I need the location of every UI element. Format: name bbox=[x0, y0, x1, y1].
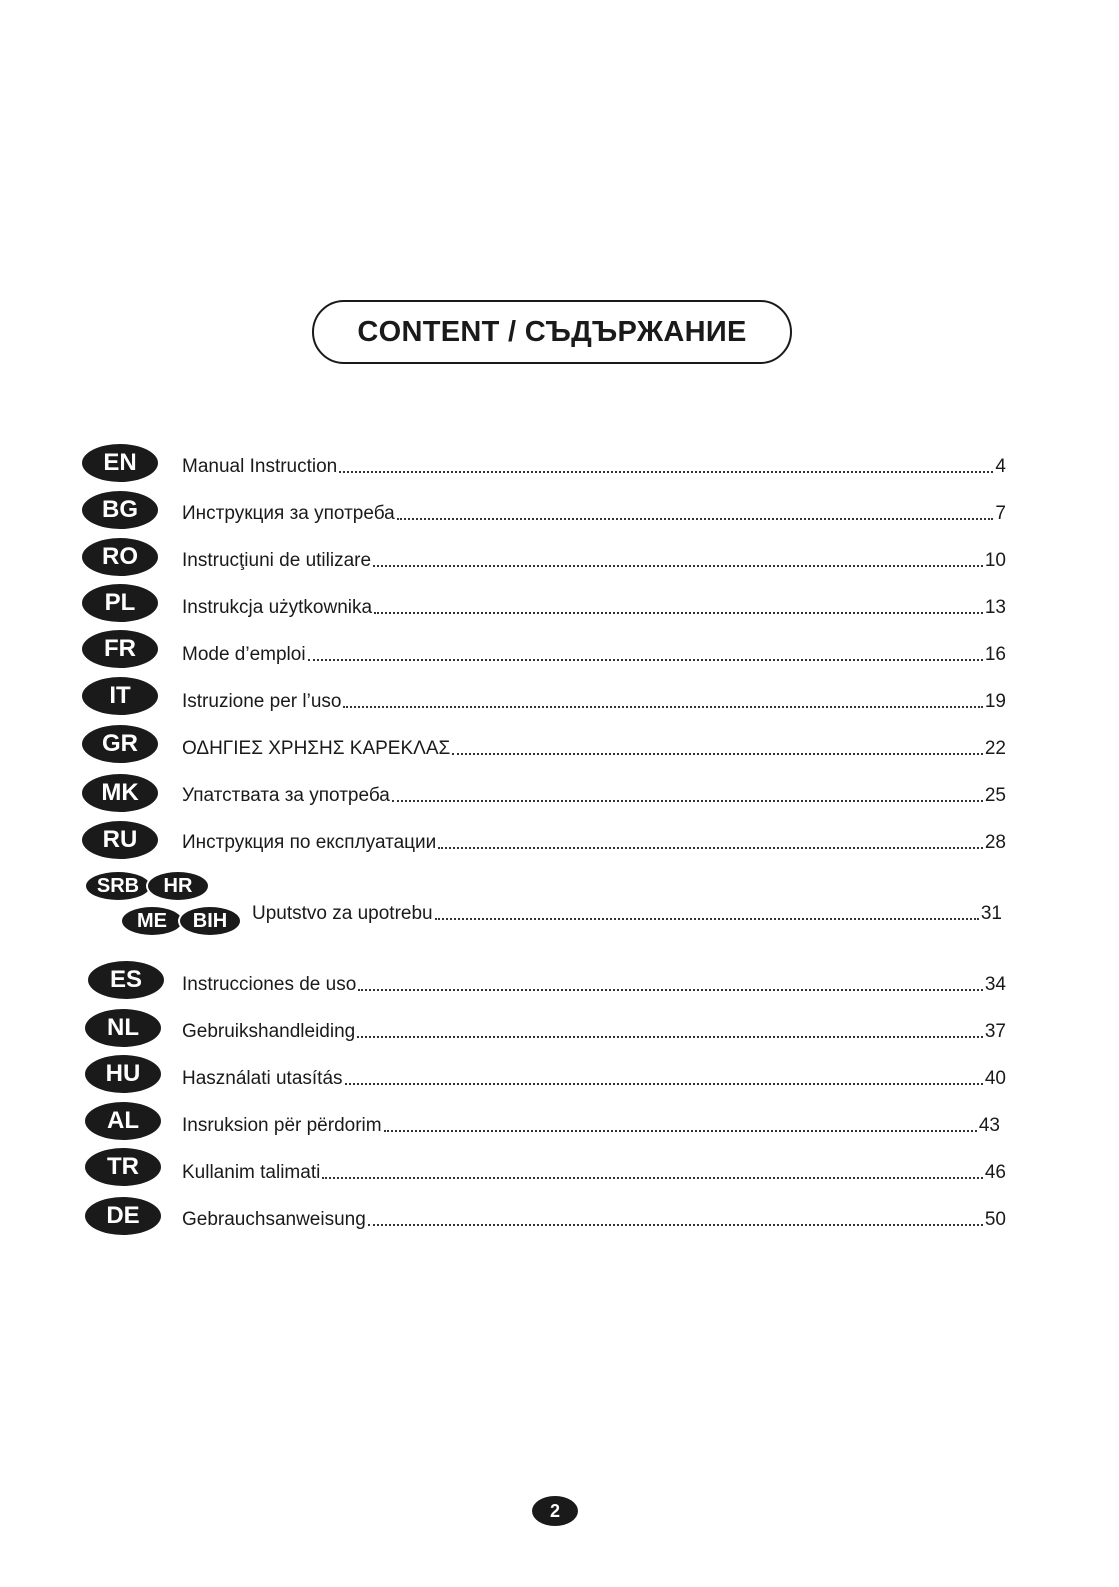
lang-badge-ro: RO bbox=[82, 538, 158, 576]
toc-row-it[interactable] bbox=[182, 687, 1006, 713]
toc-title: Упатствата за употреба bbox=[182, 785, 390, 806]
lang-badge-ru: RU bbox=[82, 821, 158, 859]
lang-badge-bih: BIH bbox=[178, 905, 242, 937]
lang-badge-nl: NL bbox=[85, 1009, 161, 1047]
toc-title: Gebruikshandleiding bbox=[182, 1021, 356, 1042]
toc-row-al[interactable] bbox=[182, 1111, 1000, 1137]
leader-dots bbox=[373, 565, 983, 567]
lang-badge-fr: FR bbox=[82, 630, 158, 668]
toc-title: Használati utasítás bbox=[182, 1068, 343, 1089]
toc-page: 34 bbox=[984, 974, 1006, 995]
toc-row-bg[interactable] bbox=[182, 499, 1006, 525]
toc-page: 28 bbox=[984, 832, 1006, 853]
leader-dots bbox=[322, 1177, 983, 1179]
toc-title: Kullanim talimati bbox=[182, 1162, 321, 1183]
lang-badge-mk: MK bbox=[82, 774, 158, 812]
lang-badge-pl: PL bbox=[82, 584, 158, 622]
toc-title: Инструкция за употреба bbox=[182, 503, 395, 524]
leader-dots bbox=[308, 659, 983, 661]
toc-row-es[interactable] bbox=[182, 970, 1006, 996]
toc-page: 13 bbox=[984, 597, 1006, 618]
toc-title: ΟΔΗΓΙΕΣ ΧΡΗΣΗΣ ΚΑΡΕΚΛΑΣ bbox=[182, 738, 451, 759]
toc-title: Gebrauchsanweisung bbox=[182, 1209, 366, 1230]
toc-page: 7 bbox=[995, 503, 1006, 524]
toc-row-de[interactable] bbox=[182, 1205, 1006, 1231]
toc-title: Uputstvo za upotrebu bbox=[252, 903, 433, 924]
leader-dots bbox=[357, 1036, 983, 1038]
toc-title: Instrucciones de uso bbox=[182, 974, 357, 995]
toc-row-gr[interactable] bbox=[182, 734, 1006, 760]
toc-row-ro[interactable] bbox=[182, 546, 1006, 572]
toc-page: 22 bbox=[984, 738, 1006, 759]
toc-page: 37 bbox=[984, 1021, 1006, 1042]
toc-title: Instrukcja użytkownika bbox=[182, 597, 373, 618]
lang-badge-me: ME bbox=[120, 905, 184, 937]
toc-row-ru[interactable] bbox=[182, 828, 1006, 854]
toc-page: 46 bbox=[984, 1162, 1006, 1183]
lang-badge-de: DE bbox=[85, 1197, 161, 1235]
leader-dots bbox=[343, 706, 982, 708]
lang-badge-it: IT bbox=[82, 677, 158, 715]
lang-badge-gr: GR bbox=[82, 725, 158, 763]
toc-title: Insruksion për përdorim bbox=[182, 1115, 382, 1136]
toc-title: Istruzione per l’uso bbox=[182, 691, 342, 712]
lang-badge-al: AL bbox=[85, 1102, 161, 1140]
content-title: CONTENT / СЪДЪРЖАНИЕ bbox=[312, 300, 792, 364]
leader-dots bbox=[397, 518, 994, 520]
toc-title: Mode d’emploi bbox=[182, 644, 306, 665]
leader-dots bbox=[374, 612, 983, 614]
lang-badge-bg: BG bbox=[82, 491, 158, 529]
toc-title: Manual Instruction bbox=[182, 456, 338, 477]
leader-dots bbox=[438, 847, 983, 849]
toc-title: Instrucţiuni de utilizare bbox=[182, 550, 372, 571]
toc-row-fr[interactable] bbox=[182, 640, 1006, 666]
toc-page: 16 bbox=[984, 644, 1006, 665]
toc-page: 10 bbox=[984, 550, 1006, 571]
toc-page: 25 bbox=[984, 785, 1006, 806]
toc-row-en[interactable] bbox=[182, 452, 1006, 478]
lang-badge-es: ES bbox=[88, 961, 164, 999]
lang-badge-srb: SRB bbox=[84, 870, 152, 902]
toc-page: 43 bbox=[978, 1115, 1000, 1136]
toc-row-nl[interactable] bbox=[182, 1017, 1006, 1043]
leader-dots bbox=[392, 800, 983, 802]
toc-row-pl[interactable] bbox=[182, 593, 1006, 619]
lang-badge-tr: TR bbox=[85, 1148, 161, 1186]
lang-badge-en: EN bbox=[82, 444, 158, 482]
leader-dots bbox=[368, 1224, 983, 1226]
leader-dots bbox=[435, 918, 979, 920]
toc-row-srb-hr-me-bih[interactable] bbox=[252, 899, 1002, 925]
lang-badge-hr: HR bbox=[146, 870, 210, 902]
leader-dots bbox=[345, 1083, 983, 1085]
toc-title: Инструкция по експлуатации bbox=[182, 832, 437, 853]
toc-row-mk[interactable] bbox=[182, 781, 1006, 807]
leader-dots bbox=[452, 753, 983, 755]
toc-row-tr[interactable] bbox=[182, 1158, 1006, 1184]
page-number: 2 bbox=[532, 1496, 578, 1526]
toc-page: 19 bbox=[984, 691, 1006, 712]
leader-dots bbox=[358, 989, 983, 991]
leader-dots bbox=[384, 1130, 977, 1132]
toc-page: 31 bbox=[980, 903, 1002, 924]
toc-page: 50 bbox=[984, 1209, 1006, 1230]
lang-badge-hu: HU bbox=[85, 1055, 161, 1093]
toc-page: 4 bbox=[995, 456, 1006, 477]
toc-page: 40 bbox=[984, 1068, 1006, 1089]
leader-dots bbox=[339, 471, 993, 473]
toc-row-hu[interactable] bbox=[182, 1064, 1006, 1090]
